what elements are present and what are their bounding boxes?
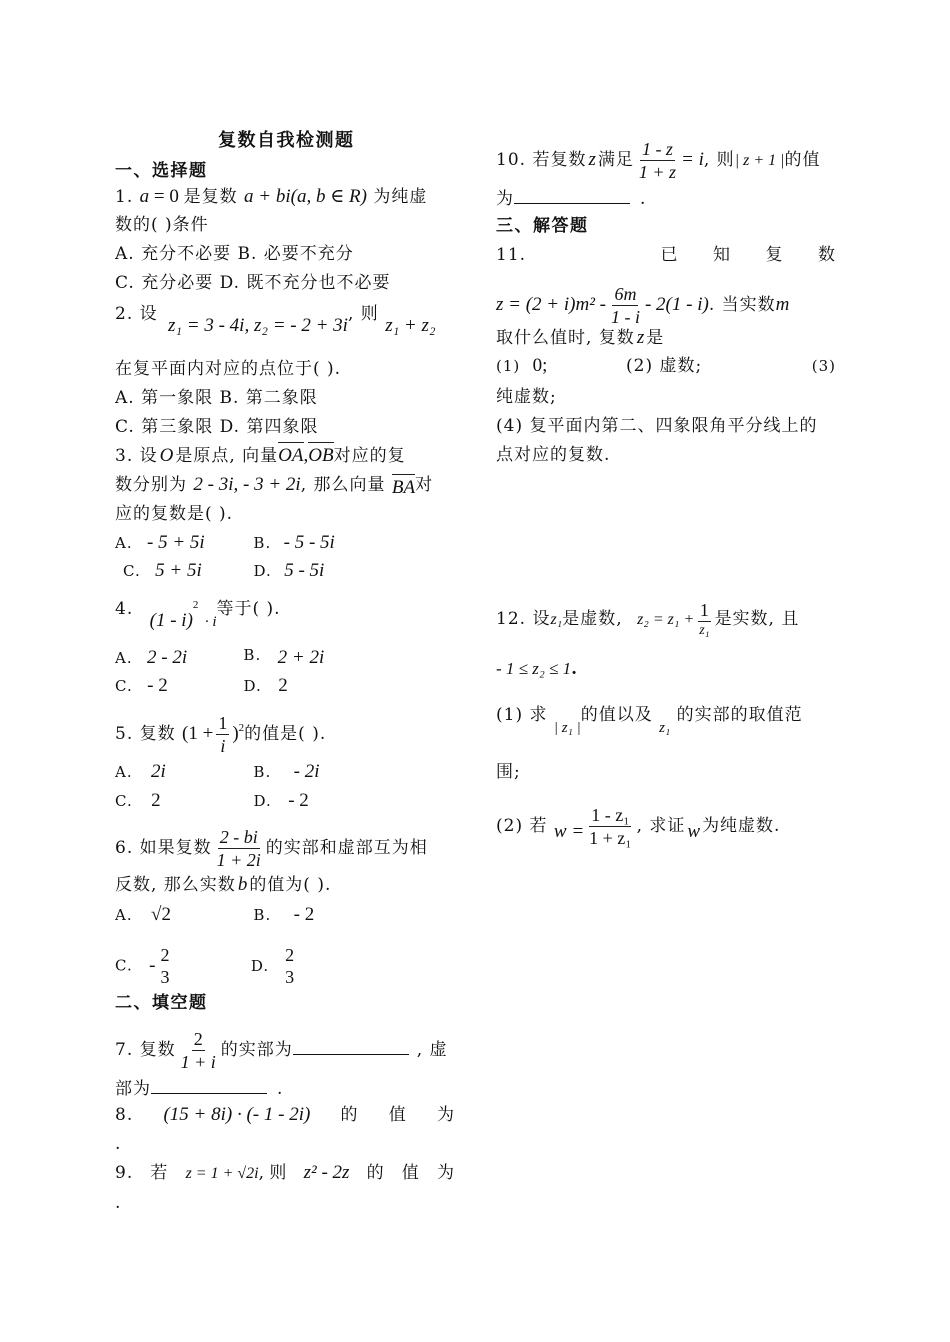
question-11-part-4-line-2: 点对应的复数. <box>496 445 611 465</box>
question-4-line-1: 4. (1 - i)$^2$ · i等于( ). <box>115 599 281 631</box>
question-4-options-ab: A. 2 - 2i B. 2 + 2i <box>115 646 325 668</box>
question-12-part-1-line-1: (1) 求 | z₁ |的值以及 z₁ 的实部的取值范 <box>496 705 803 736</box>
question-3-line-2: 数分别为 2 - 3i, - 3 + 2i, 那么向量 BA对 <box>115 474 434 498</box>
question-12-part-2: (2) 若 w = $\frac{\text{1 - z₁}}{\text{1 + z₁}}$ , 求证 w 为纯虚数. <box>496 805 781 848</box>
question-1-options-cd: C. 充分必要 D. 既不充分也不必要 <box>115 273 391 293</box>
fraction-w-definition: $\frac{\text{1 - z₁}}{\text{1 + z₁}}$ <box>589 805 632 848</box>
question-5-options-ab: A. 2i B. - 2i <box>115 761 320 782</box>
question-2-line-2: 在复平面内对应的点位于( ). <box>115 359 342 379</box>
question-3-line-3: 应的复数是( ). <box>115 504 234 524</box>
question-2-options-ab: A. 第一象限 B. 第二象限 <box>115 388 318 408</box>
question-6-options-cd: C. - 2 3 D. 2 3 <box>115 945 295 987</box>
question-7-line-1: 7. 复数 $\frac{2}{1 + i}$ 的实部为 , 虚 <box>115 1029 448 1072</box>
question-10-line-1: 10. 若复数 z 满足 $\frac{1 - z}{1 + z}$ = i, 则| z + 1 |的值 <box>496 139 821 182</box>
fraction-1-z-over-1-z: $\frac{1 - z}{1 + z}$ <box>638 139 677 182</box>
question-4-options-cd: C. - 2 D. 2 <box>115 675 288 696</box>
question-1-line-1: 1. a = 0 是复数 a + bi(a, b ∈ R) 为纯虚 <box>115 186 428 207</box>
vector-ob: OB <box>308 445 334 466</box>
question-11-parts-1-3: (1) 0; (2) 虚数; (3) <box>496 355 836 376</box>
question-11-line-2: z = (2 + i)m² - $\frac{6m}{1 - i}$ - 2(1 - i). 当实数m <box>496 284 790 327</box>
answer-blank-imaginary-part[interactable] <box>151 1077 267 1094</box>
question-9-answer-end: . <box>115 1193 122 1213</box>
question-6-line-1: 6. 如果复数 $\frac{2 - bi}{1 + 2i}$ 的实部和虚部互为相 <box>115 827 428 870</box>
fraction-option-d: 2 3 <box>285 945 295 987</box>
question-11-part-4-line-1: (4) 复平面内第二、四象限角平分线上的 <box>496 416 818 436</box>
vector-ba: BA <box>391 477 416 498</box>
question-5-line-1: 5. 复数 (1 + $\frac{1}{i}$ )$^2$的值是( ). <box>115 713 327 756</box>
answer-blank-real-part[interactable] <box>293 1038 409 1055</box>
question-2-options-cd: C. 第三象限 D. 第四象限 <box>115 417 319 437</box>
vector-oa: OA <box>278 445 304 466</box>
question-3-options-ab: A. - 5 + 5i B. - 5 - 5i <box>115 532 335 553</box>
question-6-line-2: 反数, 那么实数 b 的值为( ). <box>115 874 332 895</box>
fraction-one-over-i: $\frac{1}{i}$ <box>218 713 228 756</box>
question-12-line-1: 12. 设z₁是虚数, z₂ = z₁ + $\frac{1}{\text{z₁}}$ 是实数, 且 <box>496 600 800 638</box>
section-answer-heading: 三、解答题 <box>496 216 589 236</box>
question-12-line-2: - 1 ≤ z₂ ≤ 1. <box>496 659 579 679</box>
question-1-line-2: 数的( )条件 <box>115 215 209 235</box>
question-8-line-1: 8. (15 + 8i) · (- 1 - 2i) 的 值 为 <box>115 1104 455 1125</box>
question-5-options-cd: C. 2 D. - 2 <box>115 790 309 811</box>
question-3-options-cd: C. 5 + 5i D. 5 - 5i <box>123 560 325 581</box>
page-title: 复数自我检测题 <box>218 130 355 151</box>
question-7-line-2: 部为 . <box>115 1079 284 1099</box>
question-12-part-1-line-2: 围; <box>496 762 521 782</box>
fraction-1-over-z1: $\frac{1}{\text{z₁}}$ <box>699 600 710 638</box>
question-1-options-ab: A. 充分不必要 B. 必要不充分 <box>115 244 354 264</box>
fraction-option-c: 2 3 <box>160 945 170 987</box>
question-11-line-3: 取什么值时, 复数 z 是 <box>496 327 665 348</box>
answer-blank-modulus[interactable] <box>514 187 630 204</box>
section-choice-heading: 一、选择题 <box>115 161 208 181</box>
question-11-line-1: 11. 已 知 复 数 <box>496 245 836 265</box>
question-8-answer-end: . <box>115 1134 122 1154</box>
question-3-line-1: 3. 设 O 是原点, 向量OA,OB对应的复 <box>115 445 406 466</box>
question-9-line-1: 9. 若 z = 1 + √2i, 则 z² - 2z 的 值 为 <box>115 1162 455 1183</box>
question-11-part-3-text: 纯虚数; <box>496 387 557 407</box>
section-fill-heading: 二、填空题 <box>115 993 208 1013</box>
question-2-line-1: 2. 设 z₁ = 3 - 4i, z₂ = - 2 + 3i, 则 z₁ + z₂ <box>115 304 436 336</box>
fraction-2-bi-over-1-2i: $\frac{2 - bi}{1 + 2i}$ <box>216 827 261 870</box>
question-6-options-ab: A. √2 B. - 2 <box>115 904 315 925</box>
fraction-2-over-1-i: $\frac{2}{1 + i}$ <box>180 1029 216 1072</box>
question-10-line-2: 为 . <box>496 189 647 209</box>
fraction-6m-over-1-i: $\frac{6m}{1 - i}$ <box>610 284 640 327</box>
